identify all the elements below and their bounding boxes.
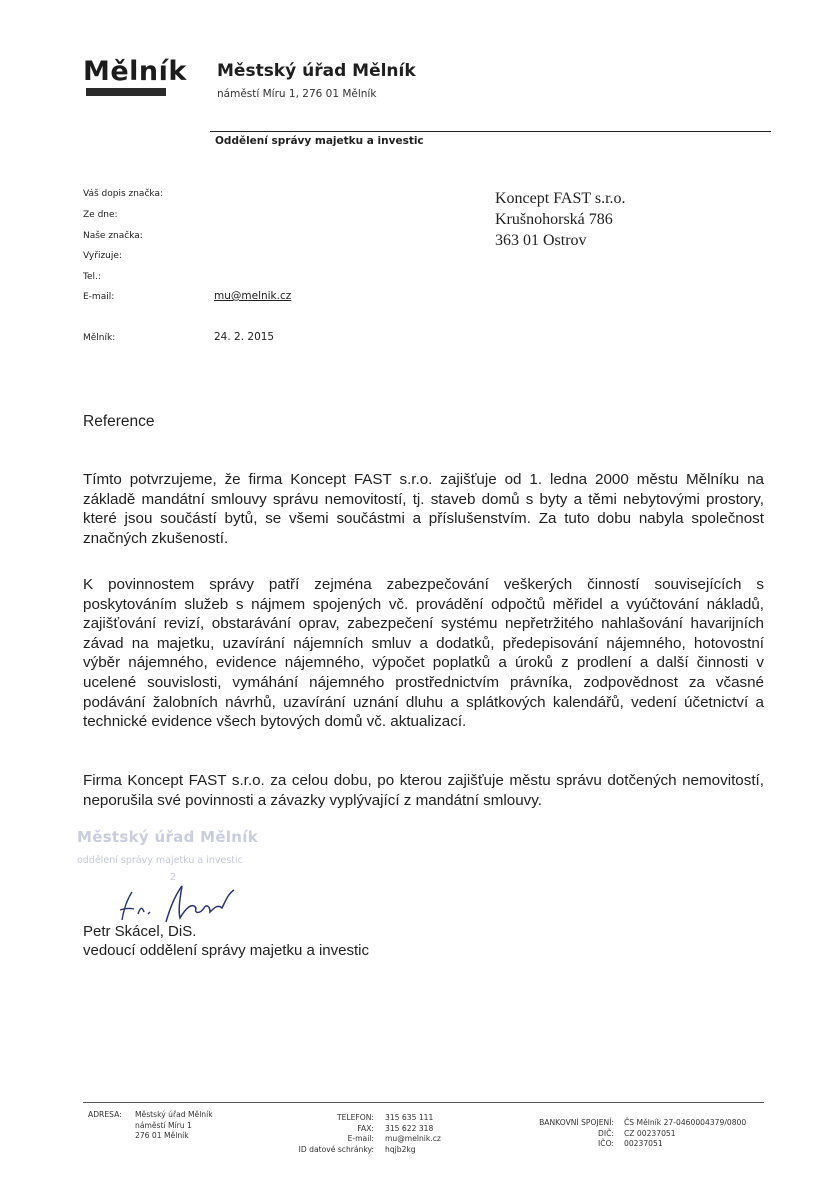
footer-phone-label: TELEFON:: [336, 1113, 374, 1122]
signer-name: Petr Skácel, DiS.: [83, 923, 197, 940]
footer-databox-label: ID datové schránky:: [298, 1144, 374, 1154]
footer-bank-labels: [522, 1118, 614, 1150]
footer-address-line: náměstí Míru 1: [135, 1120, 192, 1130]
recipient-line: Krušnohorská 786: [495, 211, 613, 228]
meta-label-phone: Tel.:: [83, 272, 101, 282]
footer-email[interactable]: mu@melnik.cz: [385, 1134, 441, 1143]
recipient-line: Koncept FAST s.r.o.: [495, 190, 626, 207]
paragraph-2: K povinnostem správy patří zejména zabezpečování veškerých činností souvisejících s poskytováním služeb s nájmem spojených vč. provádění odpočtů měřidel a vyúčtování nákladů, zajišťování revizí, obstarávání oprav, zabezpečení systému nepřetržitého nahlašování havarijních závad na majetku, uzavírání nájemních smluv a dodatků, předepisování nájemného, hotovostní výběr nájemného, evidence nájemného, výpočet poplatků a úroků z prodlení a další činnosti v ucelené souvislosti, vymáhání nájemného prostřednictvím právníka, zodpovědnost za včasné podávání žalobních návrhů, uzavírání uznání dluhu a splátkových kalendářů, vedení účetnictví a technické evidence všech bytových domů vč. aktualizací.: [83, 576, 764, 731]
logo-underline: [86, 88, 166, 96]
footer-divider: [83, 1102, 764, 1103]
footer-bank-values: [624, 1118, 746, 1150]
footer-ico: 00237051: [624, 1139, 663, 1148]
letter-date: 24. 2. 2015: [214, 331, 275, 343]
stamp-department: oddělení správy majetku a investic: [77, 855, 243, 866]
meta-label-your-ref: Váš dopis značka:: [83, 189, 163, 199]
recipient-address: [495, 188, 626, 251]
meta-label-dated: Ze dne:: [83, 210, 118, 220]
handwritten-signature: [110, 878, 250, 926]
meta-label-our-ref: Naše značka:: [83, 231, 143, 241]
footer-dic-label: DIČ:: [598, 1128, 614, 1138]
footer-address-line: Městský úřad Mělník: [135, 1110, 213, 1119]
footer-bank-account: ČS Mělník 27-0460004379/0800: [624, 1118, 747, 1127]
footer-fax: 315 622 318: [385, 1123, 434, 1133]
stamp-number: 2: [170, 872, 177, 883]
footer-address-label: ADRESA:: [88, 1110, 122, 1119]
paragraph-3: Firma Koncept FAST s.r.o. za celou dobu, po kterou zajišťuje městu správu dotčených nemovitostí, neporušila své povinnosti a závazky vyplývající z mandátní smlouvy.: [83, 772, 764, 809]
meta-label-place-date: Mělník:: [83, 333, 116, 343]
meta-label-handled-by: Vyřizuje:: [83, 251, 122, 261]
recipient-line: 363 01 Ostrov: [495, 232, 587, 249]
footer-contact-labels: [270, 1113, 374, 1155]
footer-phone: 315 635 111: [385, 1113, 434, 1122]
footer-contact-values: [385, 1113, 441, 1155]
footer-bank-label: BANKOVNÍ SPOJENÍ:: [539, 1118, 614, 1127]
footer-dic: CZ 00237051: [624, 1128, 676, 1138]
logo: Mělník: [83, 56, 187, 87]
office-name: Městský úřad Mělník: [217, 61, 416, 81]
signer-block: [83, 922, 369, 960]
department-name: Oddělení správy majetku a investic: [215, 135, 424, 147]
header-divider: [210, 131, 771, 132]
paragraph-1: Tímto potvrzujeme, že firma Koncept FAST s.r.o. zajišťuje od 1. ledna 2000 městu Mělníku na základě mandátní smlouvy správu nemovitostí, tj. staveb domů s byty a těmi nebytovými prostory, které jsou součástí bytů, se všemi součástmi a příslušenstvím. Za tuto dobu nabyla společnost značných zkušeností.: [83, 471, 764, 547]
footer-email-label: E-mail:: [347, 1134, 374, 1143]
office-address: náměstí Míru 1, 276 01 Mělník: [217, 88, 377, 100]
footer-address-line: 276 01 Mělník: [135, 1131, 189, 1140]
footer-ico-label: IČO:: [598, 1139, 614, 1148]
meta-label-email: E-mail:: [83, 292, 115, 302]
letter-subject: Reference: [83, 413, 155, 430]
stamp-office-name: Městský úřad Mělník: [77, 828, 258, 846]
email-link[interactable]: mu@melnik.cz: [214, 290, 292, 302]
signer-role: vedoucí oddělení správy majetku a investic: [83, 942, 369, 959]
footer-address: [135, 1110, 213, 1142]
footer-databox-id: hqjb2kg: [385, 1144, 416, 1154]
footer-fax-label: FAX:: [357, 1123, 374, 1133]
